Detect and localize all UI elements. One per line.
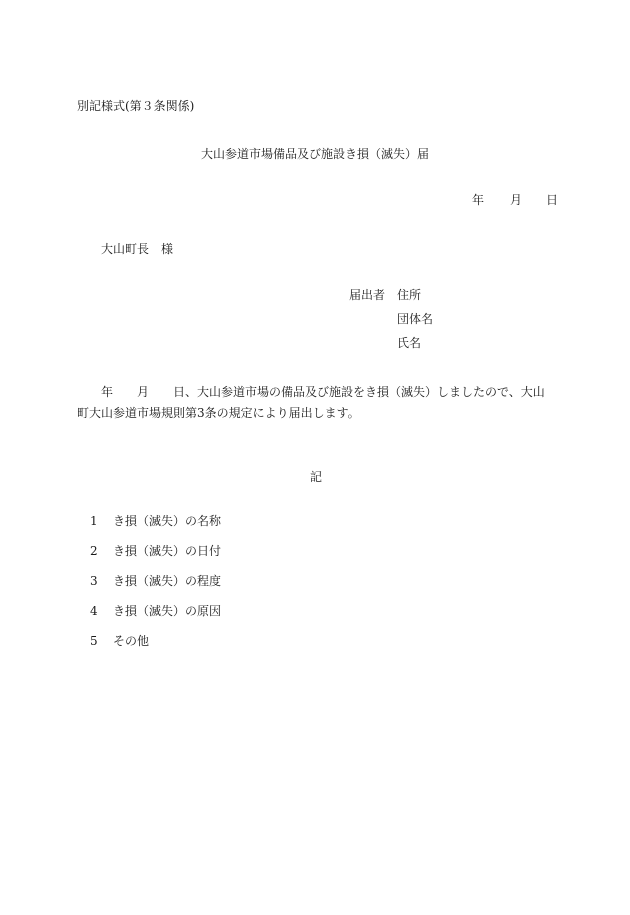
date-line <box>472 192 558 208</box>
addressee: 大山町長 様 <box>101 242 174 256</box>
list-item <box>90 633 221 663</box>
notifier-field-organization: 団体名 <box>397 312 434 326</box>
item-number: 5 <box>90 634 98 648</box>
date-year-label: 年 <box>472 193 485 207</box>
item-number: 2 <box>90 544 98 558</box>
body-text: 日、大山参道市場の備品及び施設をき損（滅失）しましたので、大山町大山参道市場規則第3条の規定により届出します。 <box>77 385 545 420</box>
notifier-row <box>349 287 477 311</box>
notifier-row <box>349 311 477 335</box>
item-text: き損（滅失）の程度 <box>113 574 222 588</box>
item-number: 1 <box>90 514 98 528</box>
notifier-row <box>349 335 477 359</box>
item-text: き損（滅失）の日付 <box>113 544 222 558</box>
item-number: 3 <box>90 574 98 588</box>
list-item <box>90 543 221 573</box>
item-number: 4 <box>90 604 98 618</box>
notifier-block <box>349 287 477 359</box>
item-text: その他 <box>113 634 150 648</box>
list-item <box>90 513 221 543</box>
body-paragraph <box>77 382 555 424</box>
document-title: 大山参道市場備品及び施設き損（滅失）届 <box>200 147 429 161</box>
date-month-label: 月 <box>510 193 523 207</box>
date-day-label: 日 <box>546 193 559 207</box>
item-text: き損（滅失）の名称 <box>113 514 222 528</box>
ki-heading: 記 <box>310 470 323 484</box>
notifier-field-address: 住所 <box>397 288 422 302</box>
list-item <box>90 573 221 603</box>
list-item <box>90 603 221 633</box>
item-text: き損（滅失）の原因 <box>113 604 222 618</box>
form-label: 別記様式(第３条関係) <box>77 99 195 113</box>
notifier-role-label: 届出者 <box>349 288 386 302</box>
notifier-field-name: 氏名 <box>397 336 422 350</box>
item-list <box>90 513 221 663</box>
body-year-label: 年 <box>101 385 114 399</box>
body-month-label: 月 <box>137 385 150 399</box>
